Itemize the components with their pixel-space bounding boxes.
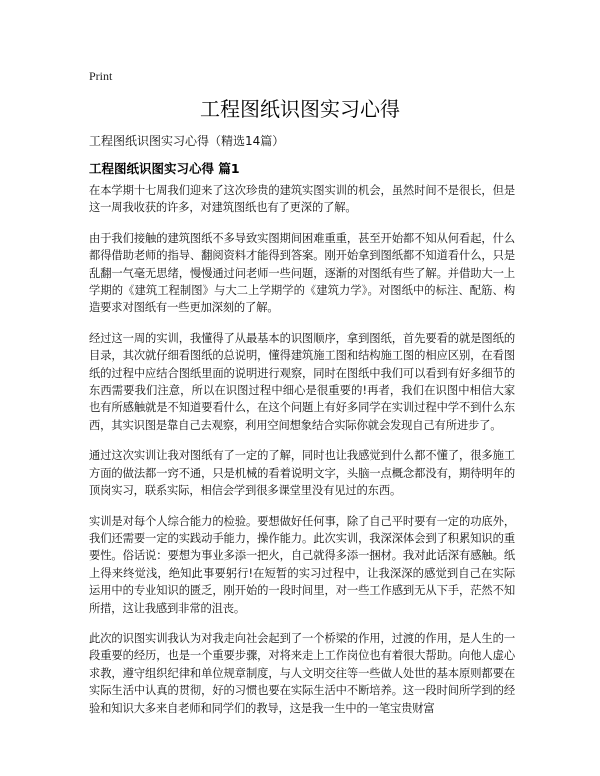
section-heading: 工程图纸识图实习心得 篇1 xyxy=(89,161,240,176)
paragraph-3: 经过这一周的实训，我懂得了从最基本的识图顺序，拿到图纸，首先要看的就是图纸的目录，其次就仔细看图纸的总说明，懂得建筑施工图和结构施工图的相应区别，在看图纸的过程中应结合图纸里面的说明进行观察，同时在图纸中我们可以看到有好多细节的东西需要我们注意，所以在识图过程中细心是很重要的!再者，我们在识图中相信大家也有所感触就是不知道要看什么，在这个问题上有好多同学在实训过程中学不到什么东西，其实识图是靠自己去观察，利用空间想象结合实际你就会发现自己有所进步了。 xyxy=(89,331,515,432)
paragraph-6: 此次的识图实训我认为对我走向社会起到了一个桥梁的作用，过渡的作用，是人生的一段重要的经历，也是一个重要步骤，对将来走上工作岗位也有着很大帮助。向他人虚心求教，遵守组织纪律和单位规章制度，与人文明交往等一些做人处世的基本原则都要在实际生活中认真的贯彻，好的习惯也要在实际生活中不断培养。这一段时间所学到的经验和知识大多来自老师和同学们的教导，这是我一生中的一笔宝贵财富 xyxy=(89,631,515,715)
print-label: Print xyxy=(89,69,113,83)
paragraph-5: 实训是对每个人综合能力的检验。要想做好任何事，除了自己平时要有一定的功底外，我们还需要一定的实践动手能力，操作能力。此次实训，我深深体会到了积累知识的重要性。俗话说：要想为事业多添一把火，自己就得多添一捆材。我对此话深有感触。纸上得来终觉浅，绝知此事要躬行!在短暂的实习过程中，让我深深的感觉到自己在实际运用中的专业知识的匮乏，刚开始的一段时间里，对一些工作感到无从下手，茫然不知所措，这让我感到非常的沮丧。 xyxy=(89,514,515,615)
paragraph-2: 由于我们接触的建筑图纸不多导致实图期间困难重重，甚至开始都不知从何看起，什么都得借助老师的指导、翻阅资料才能得到答案。刚开始拿到图纸都不知道看什么，只是乱翻一气毫无思绪，慢慢通过问老师一些问题，逐渐的对图纸有些了解。并借助大一上学期的《建筑工程制图》与大二上学期学的《建筑力学》。对图纸中的标注、配筋、构造要求对图纸有一些更加深刻的了解。 xyxy=(89,231,515,315)
paragraph-4: 通过这次实训让我对图纸有了一定的了解，同时也让我感觉到什么都不懂了，很多施工方面的做法都一窍不通，只是机械的看着说明文字，头脑一点概念都没有，期待明年的顶岗实习，联系实际，相信会学到很多课堂里没有见过的东西。 xyxy=(89,449,515,498)
document-title: 工程图纸识图实习心得 xyxy=(200,97,400,121)
document-body xyxy=(89,182,515,730)
paragraph-1: 在本学期十七周我们迎来了这次珍贵的建筑实图实训的机会，虽然时间不是很长，但是这一周我收获的许多，对建筑图纸也有了更深的了解。 xyxy=(89,184,515,215)
document-subtitle: 工程图纸识图实习心得（精选14篇） xyxy=(89,134,285,148)
